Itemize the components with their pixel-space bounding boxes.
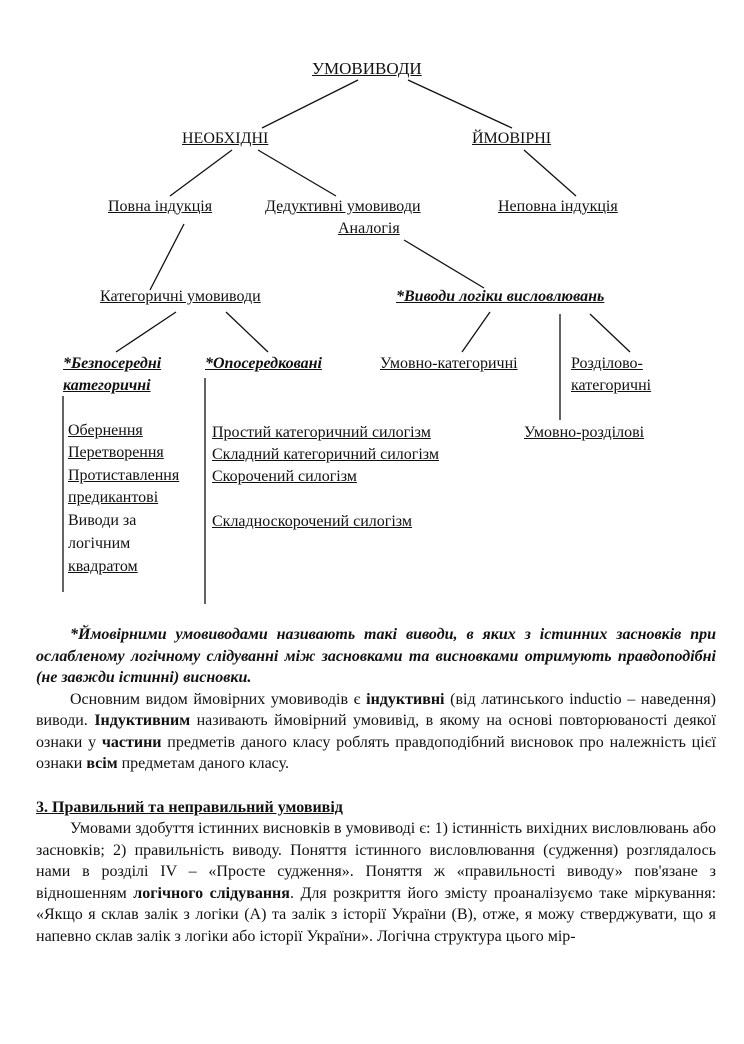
mediated-item: Простий категоричний силогізм xyxy=(212,424,431,441)
node-probable: ЙМОВІРНІ xyxy=(472,130,552,147)
line-categorical-immediate xyxy=(116,312,176,352)
node-mediated: *Опосередковані xyxy=(205,355,322,372)
body-text xyxy=(36,624,716,947)
node-statement-logic: *Виводи логіки висловлювань xyxy=(396,288,605,305)
immediate-item: логічним xyxy=(68,535,131,552)
text-run: предметів даного класу роблять правдоподібний висновок про належність цієї ознаки xyxy=(36,733,716,772)
node-root: УМОВИВОДИ xyxy=(312,59,422,78)
term-all: всім xyxy=(86,755,118,772)
text-run: (від латинського inductio – наведення) виводи. xyxy=(36,690,716,729)
node-categorical: Категоричні умовиводи xyxy=(100,288,261,305)
term-logical-consequence: логічного слідування xyxy=(133,884,290,902)
text-run: Умовами здобуття істинних висновків в умовиводі є: 1) істинність вихідних висловлювань або засновків; 2) правильність виводу. Поняття істинного висловлювання (судження) розглядалось нами в розділі IV – «Просте судження». Поняття ж «правильності виводу» пов'язане з відношенням xyxy=(36,820,716,902)
line-probable-incomplete-induction xyxy=(524,150,576,196)
immediate-item: Обернення xyxy=(68,422,143,439)
immediate-item: квадратом xyxy=(68,558,138,575)
term-part: частини xyxy=(101,733,162,751)
node-immediate-line1: *Безпосередні xyxy=(63,355,162,372)
immediate-item: Виводи за xyxy=(68,512,137,529)
line-analogy-statement-logic xyxy=(404,240,484,288)
node-full-induction: Повна індукція xyxy=(108,198,213,215)
node-necessary: НЕОБХІДНІ xyxy=(182,130,269,147)
correct-inference-paragraph xyxy=(36,818,716,947)
line-necessary-full-induction xyxy=(170,150,232,196)
node-analogy: Аналогія xyxy=(338,220,400,237)
node-incomplete-induction: Неповна індукція xyxy=(498,198,618,215)
line-root-necessary xyxy=(262,80,358,128)
text-run: . Для розкриття його змісту проаналізуємо таке міркування: «Якщо я склав залік з логіки (А) та залік з історії України (В), отже, я можу стверджувати, що я напевно склав залік з логіки або історії України». Логічна структура цього мір- xyxy=(36,884,717,945)
node-immediate-line2: категоричні xyxy=(63,377,151,394)
induction-paragraph xyxy=(36,689,716,775)
text-run: предметам даного класу. xyxy=(117,755,289,772)
line-statement-conditional-categorical xyxy=(462,312,490,352)
text-run: називають ймовірний умовивід, в якому на основі повторюваності деякої ознаки у xyxy=(36,712,716,751)
node-deductive: Дедуктивні умовиводи xyxy=(265,198,421,215)
mediated-item: Складний категоричний силогізм xyxy=(212,446,440,463)
line-necessary-deductive xyxy=(258,150,336,196)
line-categorical-mediated xyxy=(226,312,268,352)
node-conditional-disjunctive: Умовно-розділові xyxy=(524,424,645,441)
immediate-item: Протиставлення xyxy=(68,467,180,484)
line-statement-disjunctive-categorical xyxy=(590,314,630,352)
text-run: Основним видом ймовірних умовиводів є xyxy=(70,690,367,708)
term-inductive-def: Індуктивним xyxy=(94,712,191,729)
immediate-item: Перетворення xyxy=(68,444,164,461)
probable-inference-definition: *Ймовірними умовиводами називають такі виводи, в яких з істинних засновків при ослабленому логічному слідуванні між засновками та висновками отримують правдоподібні (не завжди істинні) висновки. xyxy=(36,626,716,686)
immediate-item: предикантові xyxy=(68,489,159,506)
term-inductive: індуктивні xyxy=(366,690,445,708)
node-disjunctive-categorical-line1: Розділово- xyxy=(571,355,643,372)
node-disjunctive-categorical-line2: категоричні xyxy=(571,377,652,394)
section-heading: 3. Правильний та неправильний умовивід xyxy=(36,798,343,816)
mediated-item: Складноскорочений силогізм xyxy=(212,513,412,530)
node-conditional-categorical: Умовно-категоричні xyxy=(380,355,518,372)
line-full-induction-categorical xyxy=(150,224,184,290)
mediated-item: Скорочений силогізм xyxy=(212,468,357,485)
line-root-probable xyxy=(408,80,512,128)
